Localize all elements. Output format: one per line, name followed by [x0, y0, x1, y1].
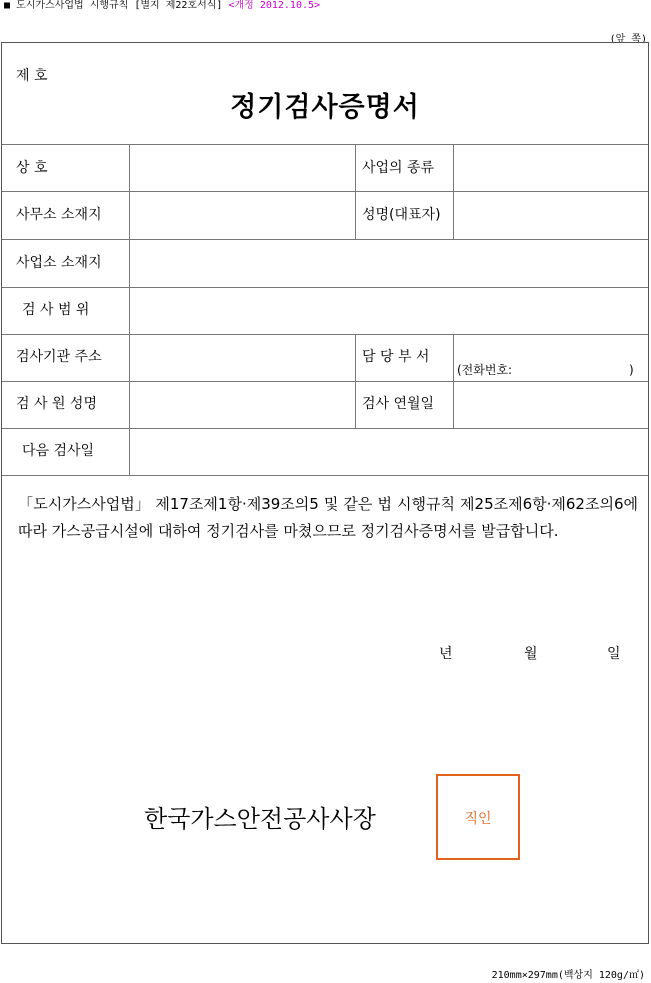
phone-number-close: )	[629, 363, 634, 377]
certificate-number-label: 제 호	[16, 68, 48, 84]
date-year-label: 년	[439, 646, 453, 662]
certificate-statement: 「도시가스사업법」 제17조제1항·제39조의5 및 같은 법 시행규칙 제25조제6항·제62조의6에 따라 가스공급시설에 대하여 정기검사를 마쳤으므로 정기검사증명서를 발급합니다.	[18, 495, 638, 540]
square-marker-icon: ■	[4, 0, 11, 11]
inspector-name-label: 검 사 원 성명	[16, 396, 97, 412]
official-seal-box	[436, 774, 520, 860]
divider	[2, 381, 648, 382]
paper-spec: 210mm×297mm(백상지 120g/㎡)	[491, 970, 645, 981]
divider	[2, 334, 648, 335]
amendment-date: <개정 2012.10.5>	[228, 0, 321, 11]
next-inspection-label: 다음 검사일	[22, 443, 95, 459]
divider	[453, 144, 454, 239]
site-address-label: 사업소 소재지	[16, 255, 102, 271]
department-label: 담 당 부 서	[362, 349, 430, 365]
divider	[355, 144, 356, 239]
certificate-form	[1, 42, 649, 944]
divider	[2, 287, 648, 288]
inspection-date-label: 검사 연월일	[362, 396, 435, 412]
divider	[2, 475, 648, 476]
issuer-name: 한국가스안전공사사장	[144, 805, 376, 833]
divider	[2, 144, 648, 145]
divider	[2, 239, 648, 240]
trade-name-label: 상 호	[16, 160, 48, 176]
inspection-agency-address-label: 검사기관 주소	[16, 349, 102, 365]
representative-label: 성명(대표자)	[362, 207, 441, 223]
law-reference: 도시가스사업법 시행규칙 [별지 제22호서식]	[16, 0, 223, 11]
divider	[2, 428, 648, 429]
phone-number-label: (전화번호:	[457, 363, 513, 377]
inspection-scope-label: 검 사 범 위	[22, 302, 90, 318]
law-reference-header	[4, 0, 320, 12]
date-month-label: 월	[524, 646, 538, 662]
date-day-label: 일	[607, 646, 621, 662]
official-seal-label: 직인	[464, 811, 492, 827]
divider	[2, 191, 648, 192]
divider	[129, 144, 130, 475]
page-side-label: (앞 쪽)	[609, 34, 647, 45]
divider	[453, 334, 454, 428]
office-address-label: 사무소 소재지	[16, 207, 102, 223]
business-type-label: 사업의 종류	[362, 160, 435, 176]
document-title: 정기검사증명서	[230, 92, 420, 123]
divider	[355, 334, 356, 428]
